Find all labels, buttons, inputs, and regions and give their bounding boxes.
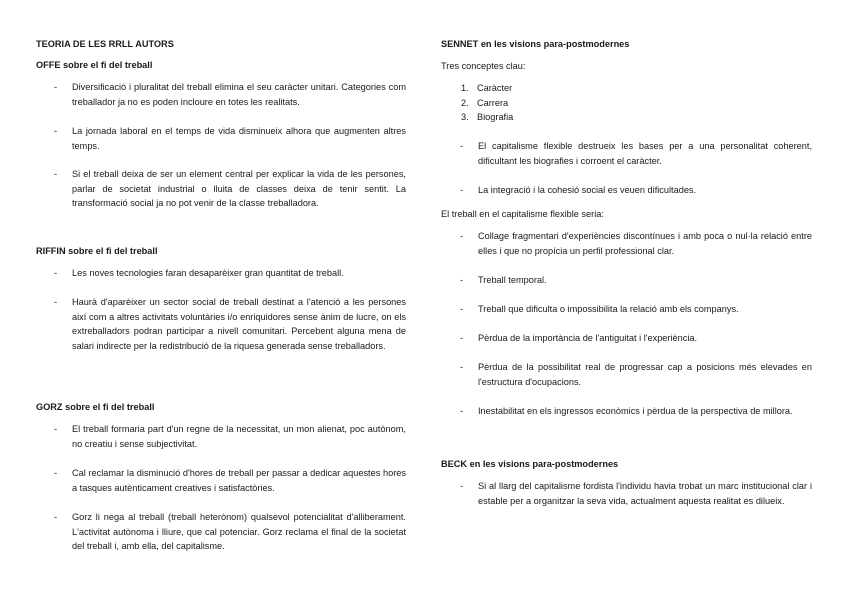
numbered-item <box>461 110 581 124</box>
list-item-text: Treball que dificulta o impossibilita la relació amb els companys. <box>478 304 739 314</box>
item-number: 2. <box>461 98 469 108</box>
bullet-dash: - <box>460 481 464 491</box>
riffin-heading: RIFFIN sobre el fi del treball <box>36 246 158 256</box>
list-item-text: Inestabilitat en els ingressos econòmics i pèrdua de la perspectiva de millora. <box>478 406 793 416</box>
list-item-text: La jornada laboral en el temps de vida disminueix alhora que augmenten altres temps. <box>72 126 406 151</box>
bullet-dash: - <box>460 141 464 151</box>
bullet-dash: - <box>460 333 464 343</box>
list-item-text: Pèrdua de la importància de l'antiguitat i l'experiència. <box>478 333 698 343</box>
item-number: 3. <box>461 112 469 122</box>
offe-heading: OFFE sobre el fi del treball <box>36 60 153 70</box>
bullet-dash: - <box>54 268 58 278</box>
gorz-heading: GORZ sobre el fi del treball <box>36 402 155 412</box>
list-item-text: Si el treball deixa de ser un element central per explicar la vida de les persones, parlar de societat industrial o lluita de classes deixa de tenir sentit. La transformació social ja no pot venir de la classe treballadora. <box>72 169 406 209</box>
list-item-text: Diversificació i pluralitat del treball elimina el seu caràcter unitari. Categories com treballador ja no es poden incloure en totes les realitats. <box>72 82 406 107</box>
list-item-text: El capitalisme flexible destrueix les bases per a una personalitat coherent, dificultant les biografies i corroent el caràcter. <box>478 141 812 166</box>
list-item-text: La integració i la cohesió social es veuen dificultades. <box>478 185 697 195</box>
list-item-text: Cal reclamar la disminució d'hores de treball per passar a dedicar aquestes hores a tasques autènticament creatives i satisfactòries. <box>72 468 406 493</box>
bullet-dash: - <box>54 424 58 434</box>
list-item-text: Si al llarg del capitalisme fordista l'individu havia trobat un marc institucional clar i estable per a organitzar la seva vida, actualment aquesta realitat es dilueix. <box>478 481 812 506</box>
item-number: 1. <box>461 83 469 93</box>
list-item-text: Gorz li nega al treball (treball heterònom) qualsevol potencialitat d'alliberament. L'activitat autònoma i lliure, que cal potenciar. Gorz reclama el final de la societat del treball i, amb ella, del capitalisme. <box>72 512 406 552</box>
numbered-item <box>461 96 581 110</box>
bullet-dash: - <box>54 82 58 92</box>
bullet-dash: - <box>460 304 464 314</box>
bullet-dash: - <box>460 362 464 372</box>
bullet-dash: - <box>54 468 58 478</box>
bullet-dash: - <box>54 169 58 179</box>
list-item-text: El treball formaria part d'un regne de la necessitat, un mon alienat, poc autònom, no creatiu i sense subjectivitat. <box>72 424 406 449</box>
beck-heading: BECK en les visions para-postmodernes <box>441 459 619 469</box>
bullet-dash: - <box>460 275 464 285</box>
bullet-dash: - <box>54 512 58 522</box>
list-item-text: Pèrdua de la possibilitat real de progressar cap a posicions més elevades en l'estructura d'ocupacions. <box>478 362 812 387</box>
bullet-dash: - <box>54 297 58 307</box>
item-text: Caràcter <box>477 83 513 93</box>
sennet-heading: SENNET en les visions para-postmodernes <box>441 39 630 49</box>
bullet-dash: - <box>460 406 464 416</box>
list-item-text: Treball temporal. <box>478 275 547 285</box>
document-title: TEORIA DE LES RRLL AUTORS <box>36 39 174 49</box>
list-item-text: Collage fragmentari d'experiències discontínues i amb poca o nul·la relació entre elles i que no propícia un perfil professional clar. <box>478 231 812 256</box>
flex-intro: El treball en el capitalisme flexible seria: <box>441 209 604 219</box>
list-item-text: Haurà d'aparèixer un sector social de treball destinat a l'atenció a les persones així com a altres activitats voluntàries i/o enriquidores sense ànim de lucre, on els extreballadors podran participar a nivell comunitari. Percebent alguna mena de salari indirecte per la redistribució de la riquesa generada sense treballadors. <box>72 297 406 351</box>
bullet-dash: - <box>54 126 58 136</box>
list-item-text: Les noves tecnologies faran desaparèixer gran quantitat de treball. <box>72 268 344 278</box>
numbered-item <box>461 81 581 95</box>
sennet-intro: Tres conceptes clau: <box>441 61 526 71</box>
bullet-dash: - <box>460 185 464 195</box>
item-text: Biografia <box>477 112 514 122</box>
bullet-dash: - <box>460 231 464 241</box>
item-text: Carrera <box>477 98 509 108</box>
